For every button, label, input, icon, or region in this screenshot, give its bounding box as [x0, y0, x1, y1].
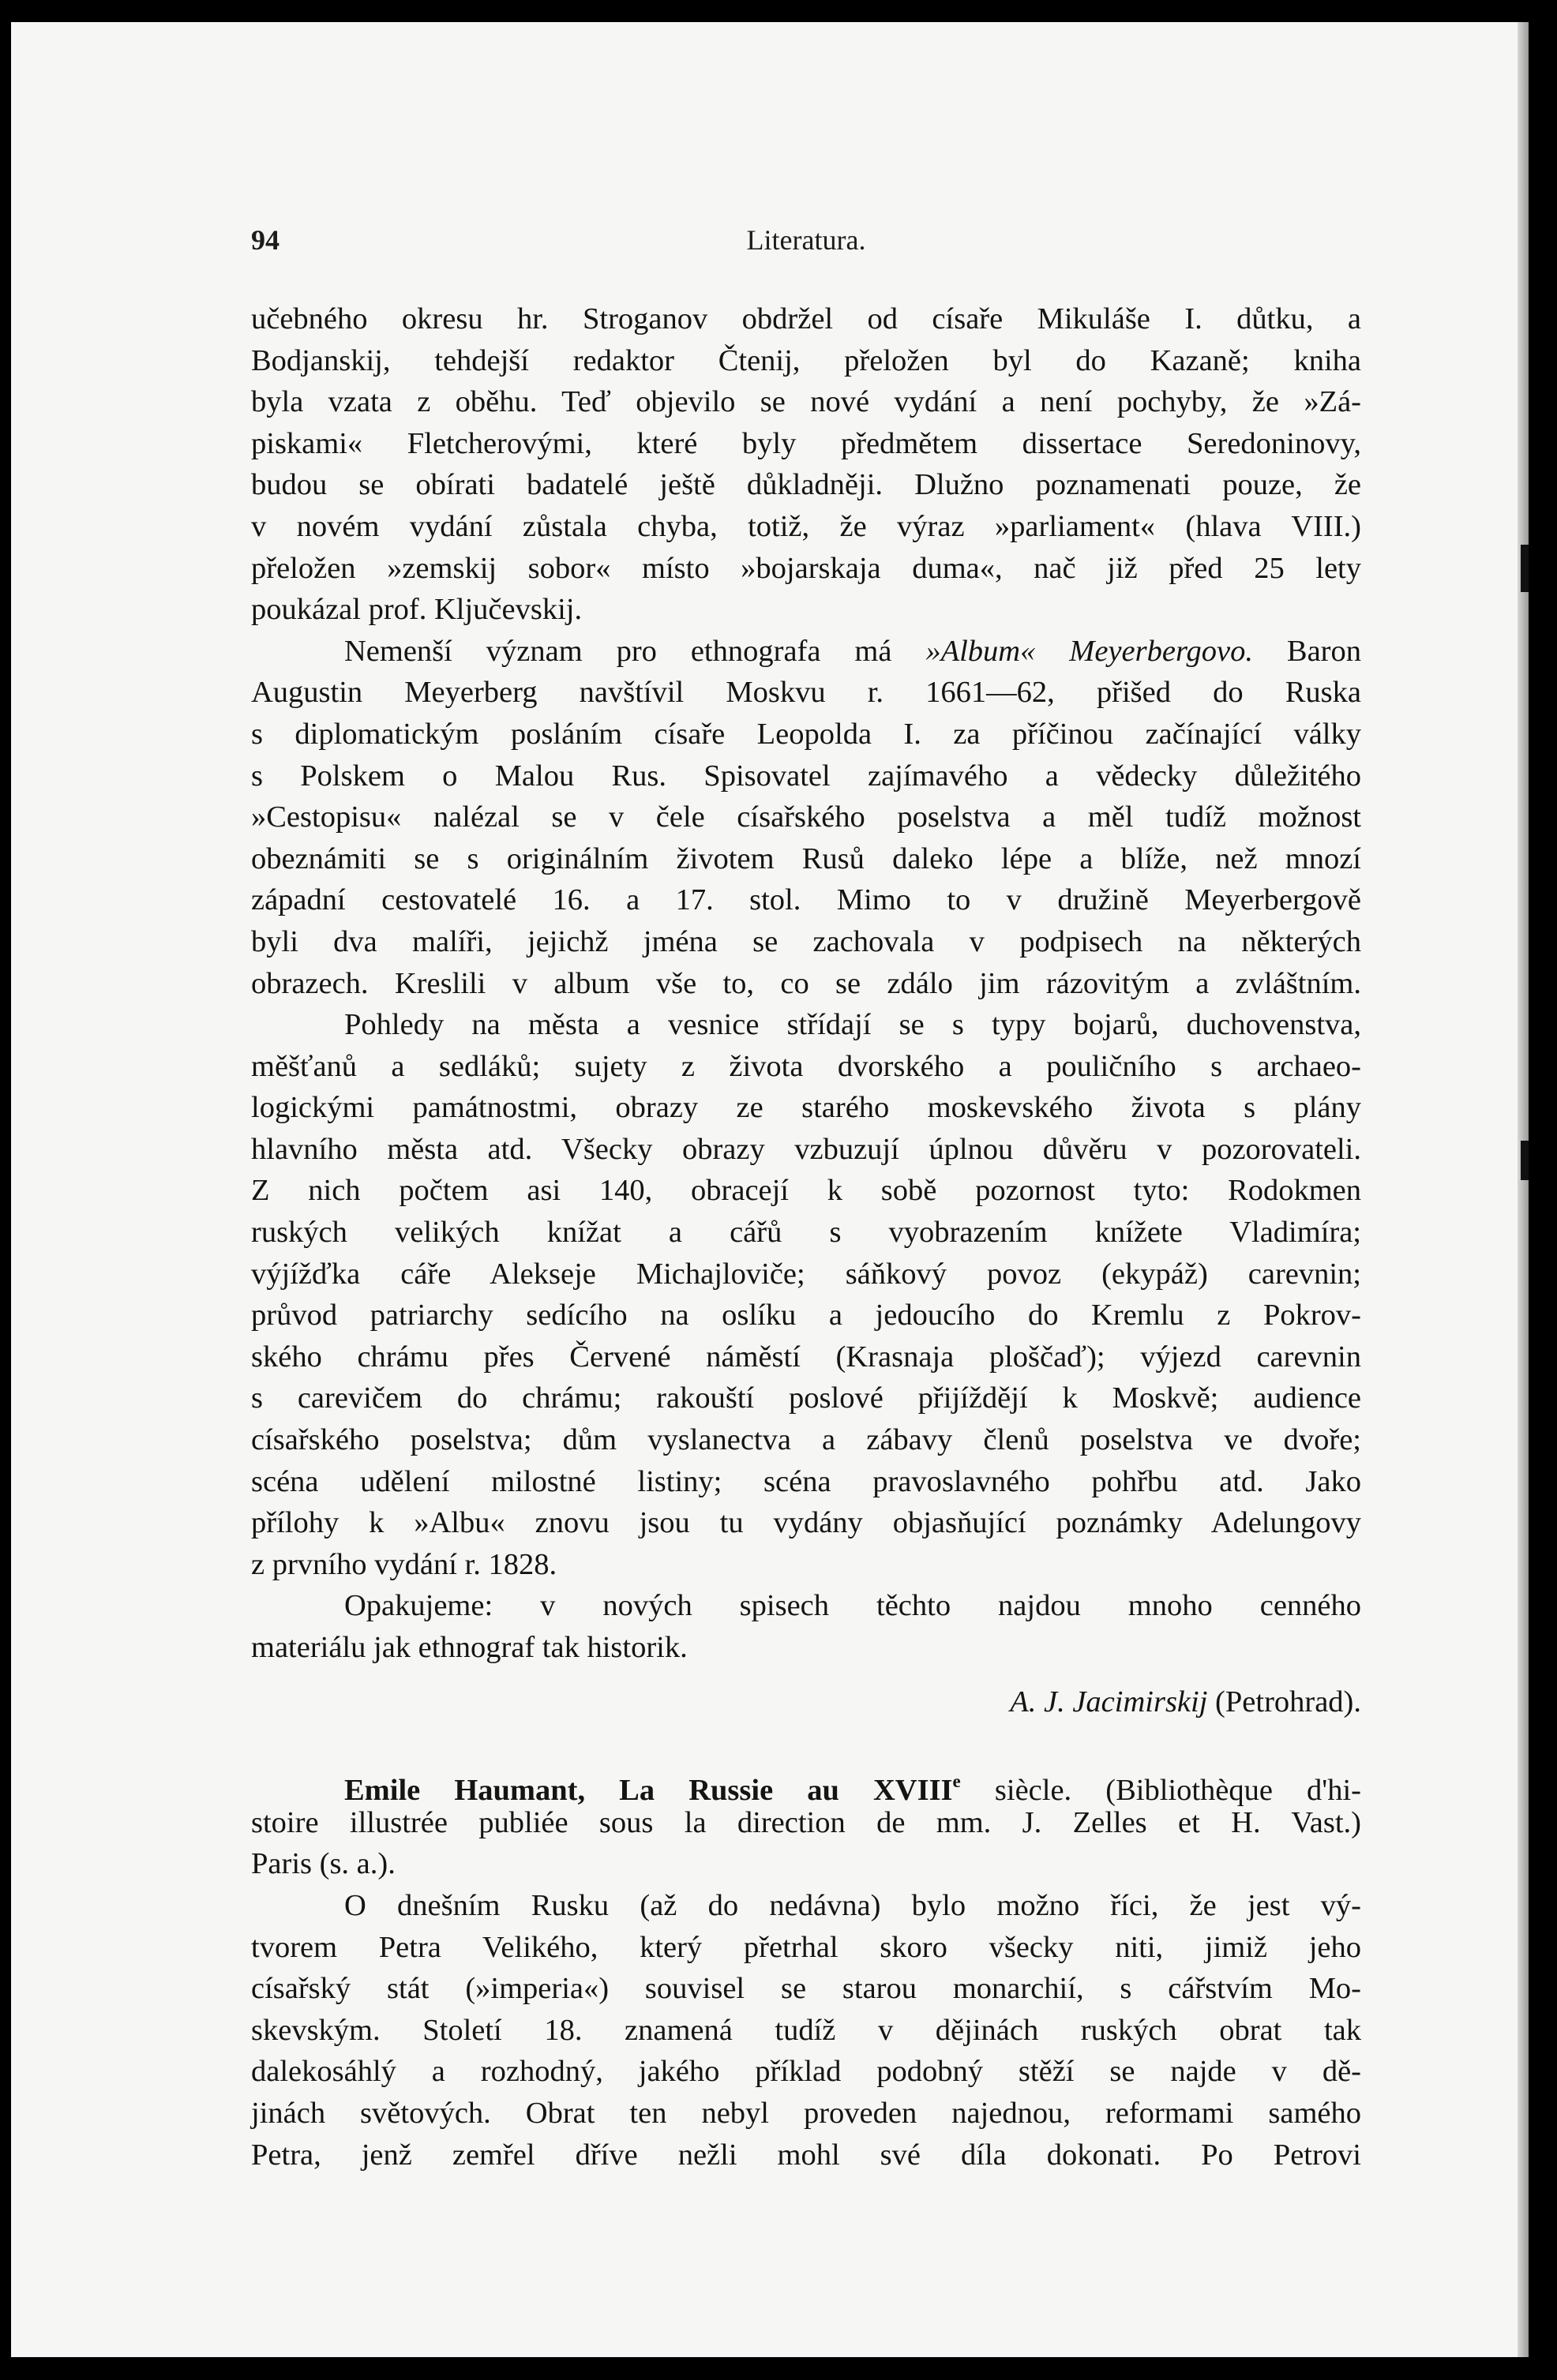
- text-line: učebného okresu hr. Stroganov obdržel od císaře Mikuláše I. důtku, a: [251, 302, 1361, 335]
- text-line: piskami« Fletcherovými, které byly předmětem dissertace Seredoninovy,: [251, 426, 1361, 460]
- paragraph-2: [251, 631, 1361, 1004]
- text-line: stoire illustrée publiée sous la direction de mm. J. Zelles et H. Vast.): [251, 1805, 1361, 1839]
- paragraph-3: [251, 1004, 1361, 1585]
- paragraph-1: [251, 298, 1361, 631]
- text-line: v novém vydání zůstala chyba, totiž, že výraz »parliament« (hlava VIII.): [251, 509, 1361, 543]
- spacer: [251, 1722, 1361, 1760]
- text-line: Bodjanskij, tehdejší redaktor Čtenij, přeložen byl do Kazaně; kniha: [251, 343, 1361, 377]
- text-line: Paris (s. a.).: [251, 1847, 396, 1881]
- text-line: s Polskem o Malou Rus. Spisovatel zajímavého a vědecky důležitého: [251, 759, 1361, 793]
- signature-place: (Petrohrad).: [1207, 1685, 1361, 1718]
- text-line: s diplomatickým posláním císaře Leopolda I. za příčinou začínající války: [251, 717, 1361, 751]
- text-line: [251, 1760, 1361, 1808]
- page-number: 94: [251, 224, 280, 256]
- text-line: byla vzata z oběhu. Teď objevilo se nové vydání a není pochyby, že »Zá-: [251, 385, 1361, 419]
- text-line: Pohledy na města a vesnice střídají se s typy bojarů, duchovenstva,: [344, 1008, 1361, 1042]
- text-line: obeznámiti se s originálním životem Rusů daleko lépe a blíže, než mnozí: [251, 841, 1361, 875]
- text-line: materiálu jak ethnograf tak historik.: [251, 1631, 688, 1664]
- text-line: Augustin Meyerberg navštívil Moskvu r. 1661—62, přišed do Ruska: [251, 676, 1361, 710]
- text-line: přeložen »zemskij sobor« místo »bojarskaja duma«, nač již před 25 lety: [251, 551, 1361, 585]
- page-header: [251, 223, 1361, 263]
- text-line: poukázal prof. Ključevskij.: [251, 593, 583, 627]
- text-line: [251, 631, 1361, 673]
- text-line: ruských velikých knížat a cářů s vyobrazením knížete Vladimíra;: [251, 1216, 1361, 1250]
- page-edge-shadow: [1518, 22, 1529, 2357]
- text-line: západní cestovatelé 16. a 17. stol. Mimo to v družině Meyerbergově: [251, 883, 1361, 917]
- text-line: Opakujeme: v nových spisech těchto najdou mnoho cenného: [344, 1589, 1361, 1623]
- text-line: skevským. Století 18. znamená tudíž v dějinách ruských obrat tak: [251, 2013, 1361, 2047]
- text-line: byli dva malíři, jejichž jména se zachovala v podpisech na některých: [251, 924, 1361, 958]
- text-line: obrazech. Kreslili v album vše to, co se zdálo jim rázovitým a zvláštním.: [251, 966, 1361, 1000]
- italic-title: »Album« Meyerbergovo.: [925, 634, 1253, 668]
- text-line: logickými památnostmi, obrazy ze starého moskevského života s plány: [251, 1091, 1361, 1125]
- superscript: e: [952, 1771, 961, 1792]
- text-line: »Cestopisu« nalézal se v čele císařského poselstva a měl tudíž možnost: [251, 800, 1361, 834]
- text-line: Petra, jenž zemřel dříve nežli mohl své díla dokonati. Po Petrovi: [251, 2138, 1361, 2172]
- text-line: výjížďka cáře Alekseje Michajloviče; sáňkový povoz (ekypáž) carevnin;: [251, 1257, 1361, 1291]
- running-title: Literatura.: [746, 224, 866, 256]
- text-run: Baron: [1252, 634, 1361, 668]
- text-line: jinách světových. Obrat ten nebyl proveden najednou, reformami samého: [251, 2096, 1361, 2130]
- edge-mark-top: [1521, 545, 1529, 592]
- paragraph-4: [251, 1585, 1361, 1668]
- text-line: měšťanů a sedláků; sujety z života dvorského a pouličního s archaeo-: [251, 1049, 1361, 1083]
- author-signature: [251, 1681, 1361, 1723]
- review-author-title: Emile Haumant, La Russie au XVIII: [344, 1774, 953, 1808]
- text-line: hlavního města atd. Všecky obrazy vzbuzují úplnou důvěru v pozorovateli.: [251, 1132, 1361, 1166]
- text-line: scéna udělení milostné listiny; scéna pravoslavného pohřbu atd. Jako: [251, 1464, 1361, 1498]
- text-line: tvorem Petra Velikého, který přetrhal skoro všecky niti, jimiž jeho: [251, 1930, 1361, 1964]
- text-line: budou se obírati badatelé ještě důkladněji. Dlužno poznamenati pouze, že: [251, 468, 1361, 502]
- text-line: dalekosáhlý a rozhodný, jakého příklad podobný stěží se najde v dě-: [251, 2055, 1361, 2089]
- text-line: ského chrámu přes Červené náměstí (Krasnaja ploščaď); výjezd carevnin: [251, 1340, 1361, 1374]
- text-run: Nemenší význam pro ethnografa má: [344, 634, 926, 668]
- text-line: Z nich počtem asi 140, obracejí k sobě pozornost tyto: Rodokmen: [251, 1174, 1361, 1208]
- signature-name: A. J. Jacimirskij: [1010, 1685, 1208, 1718]
- edge-mark-bottom: [1521, 1141, 1529, 1180]
- text-line: s carevičem do chrámu; rakouští poslové přijíždějí k Moskvě; audience: [251, 1381, 1361, 1415]
- text-line: průvod patriarchy sedícího na oslíku a jedoucího do Kremlu z Pokrov-: [251, 1299, 1361, 1332]
- review-heading: [251, 1760, 1361, 1885]
- text-line: z prvního vydání r. 1828.: [251, 1547, 557, 1581]
- spacer: [251, 1669, 1361, 1681]
- review-title-rest: siècle. (Bibliothèque d'hi-: [960, 1774, 1361, 1808]
- text-line: císařského poselstva; dům vyslanectva a zábavy členů poselstva ve dvoře;: [251, 1423, 1361, 1457]
- document-body: [251, 298, 1361, 2176]
- text-line: císařský stát (»imperia«) souvisel se starou monarchií, s cářstvím Mo-: [251, 1972, 1361, 2006]
- text-line: přílohy k »Albu« znovu jsou tu vydány objasňující poznámky Adelungovy: [251, 1506, 1361, 1540]
- paragraph-5: [251, 1885, 1361, 2176]
- text-line: O dnešním Rusku (až do nedávna) bylo možno říci, že jest vý-: [344, 1888, 1361, 1922]
